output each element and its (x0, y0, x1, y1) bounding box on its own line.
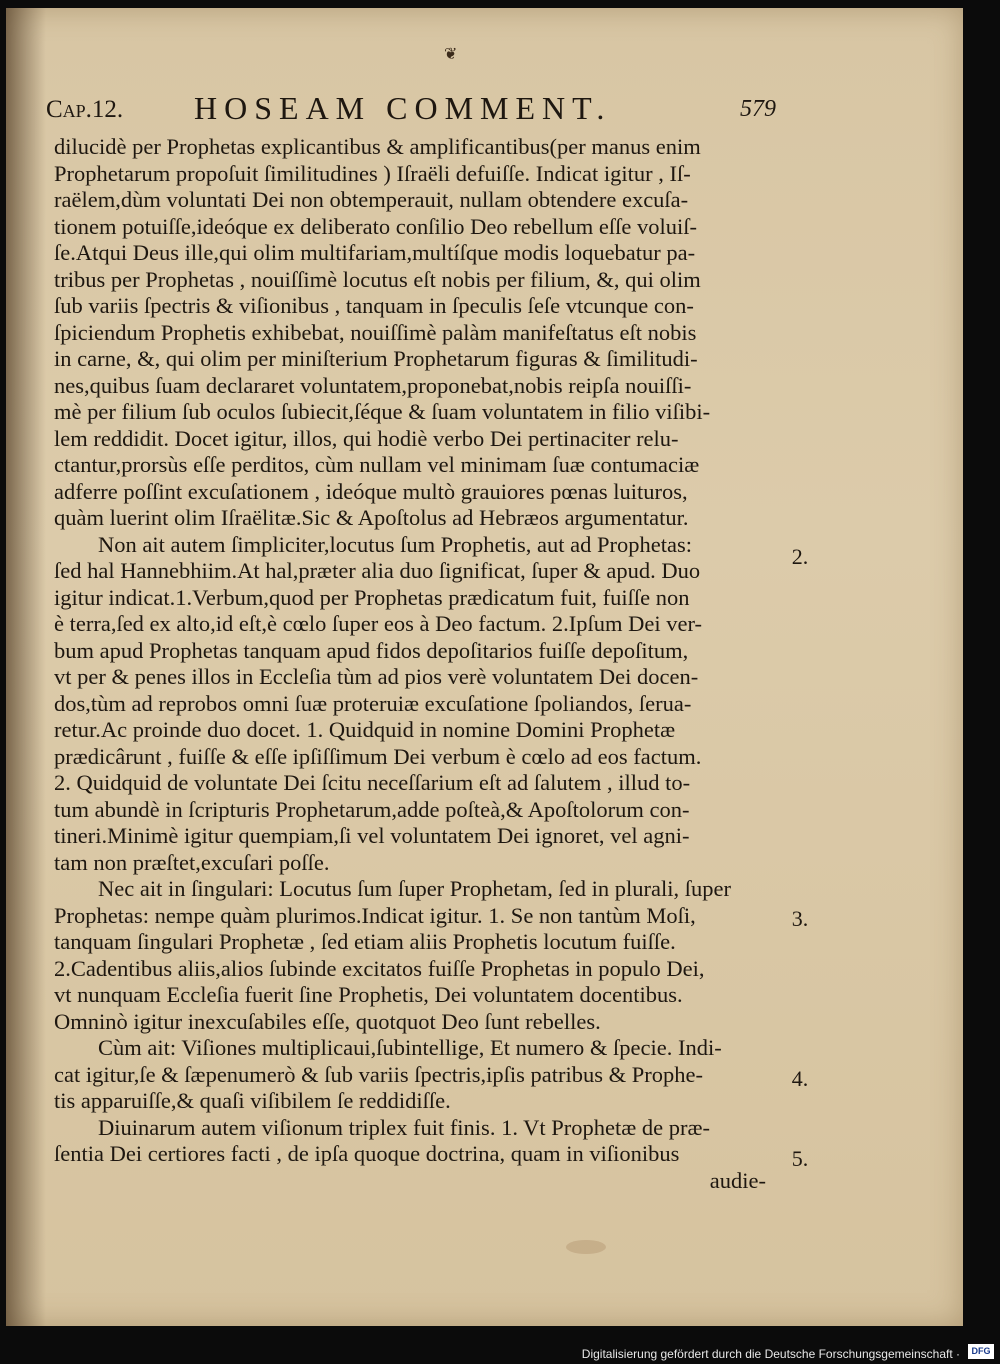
margin-number: 4. (791, 1066, 809, 1091)
running-header (46, 88, 776, 132)
text-line: mè per filium ſub oculos ſubiecit,ſéque & ſuam voluntatem in filio viſibi- (54, 399, 711, 424)
text-line: tineri.Minimè igitur quempiam,ſi vel voluntatem Dei ignoret, vel agni- (54, 823, 690, 848)
text-line: ctantur,prorsùs eſſe perditos, cùm nullam vel minimam ſuæ contumaciæ (54, 452, 700, 477)
text-line: vt nunquam Eccleſia fuerit ſine Prophetis, Dei voluntatem docentibus. (54, 982, 683, 1007)
text-line: tribus per Prophetas , nouiſſimè locutus eſt nobis per filium, &, qui olim (54, 266, 701, 292)
catchword: audie- (709, 1167, 766, 1193)
text-line: tanquam ſingulari Prophetæ , ſed etiam aliis Prophetis locutum fuiſſe. (54, 929, 676, 954)
text-line: 2.Cadentibus aliis,alios ſubinde excitatos fuiſſe Prophetas in populo Dei, (54, 955, 705, 981)
text-line: in carne, &, qui olim per miniſterium Prophetarum figuras & ſimilitudi- (54, 346, 698, 371)
text-line: retur.Ac proinde duo docet. 1. Quidquid in nomine Domini Prophetæ (54, 717, 676, 742)
text-line: è terra,ſed ex alto,id eſt,è cœlo ſuper eos à Deo factum. 2.Ipſum Dei ver- (54, 611, 703, 636)
text-line: tis apparuiſſe,& quaſi viſibilem ſe reddidiſſe. (54, 1088, 451, 1113)
text-line: dos,tùm ad reprobos omni ſuæ proteruiæ excuſatione ſpoliandos, ſerua- (54, 690, 692, 716)
text-line: vt per & penes illos in Eccleſia tùm ad pios verè voluntatem Dei docen- (54, 664, 699, 689)
page-number: 579 (740, 96, 776, 122)
text-line: lem reddidit. Docet igitur, illos, qui hodiè verbo Dei pertinaciter relu- (54, 425, 679, 451)
text-line: igitur indicat.1.Verbum,quod per Prophetas prædicatum fuit, fuiſſe non (54, 584, 690, 610)
running-title: HOSEAM COMMENT. (194, 90, 612, 126)
dfg-logo: DFG (968, 1344, 994, 1359)
text-line: ſed hal Hannebhiim.At hal,præter alia duo ſignificat, ſuper & apud. Duo (54, 558, 701, 583)
text-line: bum apud Prophetas tanquam apud fidos depoſitarios fuiſſe depoſitum, (54, 637, 689, 663)
text-line: Nec ait in ſingulari: Locutus ſum ſuper Prophetam, ſed in plurali, ſuper (98, 876, 731, 901)
margin-number: 3. (791, 906, 809, 931)
text-line: cat igitur,ſe & ſæpenumerò & ſub variis ſpectris,ipſis patribus & Prophe- (54, 1061, 703, 1087)
text-line: Prophetarum propoſuit ſimilitudines ) Iſraëli defuiſſe. Indicat igitur , Iſ- (54, 160, 691, 186)
text-line: prædicârunt , fuiſſe & eſſe ipſiſſimum Dei verbum è cœlo ad eos factum. (54, 743, 702, 769)
ornament-mark: ❦ (444, 46, 458, 63)
text-line: tam non præſtet,excuſari poſſe. (54, 849, 330, 875)
paper-stain (566, 1240, 606, 1254)
margin-number: 5. (791, 1146, 809, 1171)
text-line: tum abundè in ſcripturis Prophetarum,adde poſteà,& Apoſtolorum con- (54, 796, 690, 822)
text-line: quàm luerint olim Iſraëlitæ.Sic & Apoſtolus ad Hebræos argumentatur. (54, 505, 689, 530)
margin-number: 2. (791, 544, 809, 569)
text-line: Prophetas: nempe quàm plurimos.Indicat igitur. 1. Se non tantùm Moſi, (54, 902, 696, 928)
footer-bar (0, 1340, 1000, 1364)
text-line: adferre poſſint excuſationem , ideóque multò grauiores pœnas luituros, (54, 478, 688, 504)
text-line: ſub variis ſpectris & viſionibus , tanquam in ſpeculis ſeſe vtcunque con- (54, 293, 694, 318)
text-line: ſentia Dei certiores facti , de ipſa quoque doctrina, quam in viſionibus (54, 1141, 680, 1166)
funding-credit: Digitalisierung gefördert durch die Deutsche Forschungsgemeinschaft · (581, 1347, 960, 1361)
text-line: Omninò igitur inexcuſabiles eſſe, quotquot Deo ſunt rebelles. (54, 1008, 601, 1034)
text-line: raëlem,dùm voluntati Dei non obtemperauit, nullam obtendere excuſa- (54, 187, 689, 212)
text-line: Diuinarum autem viſionum triplex fuit finis. 1. Vt Prophetæ de præ- (98, 1114, 711, 1140)
text-line: 2. Quidquid de voluntate Dei ſcitu neceſſarium eſt ad ſalutem , illud to- (54, 770, 691, 795)
text-line: Non ait autem ſimpliciter,locutus ſum Prophetis, aut ad Prophetas: (98, 531, 692, 557)
text-line: nes,quibus ſuam declararet voluntatem,proponebat,nobis reipſa nouiſſi- (54, 372, 692, 398)
text-line: ſpiciendum Prophetis exhibebat, nouiſſimè palàm manifeſtatus eſt nobis (54, 319, 697, 345)
chapter-label: Cap.12. (46, 96, 124, 123)
body-text (54, 134, 766, 1194)
text-line: dilucidè per Prophetas explicantibus & amplificantibus(per manus enim (54, 134, 701, 159)
text-line: ſe.Atqui Deus ille,qui olim multifariam,multíſque modis loquebatur pa- (54, 240, 696, 265)
book-page (6, 8, 963, 1326)
text-line: tionem potuiſſe,ideóque ex deliberato conſilio Deo rebellum eſſe voluiſ- (54, 213, 697, 239)
text-line: Cùm ait: Viſiones multiplicaui,ſubintellige, Et numero & ſpecie. Indi- (98, 1035, 722, 1060)
